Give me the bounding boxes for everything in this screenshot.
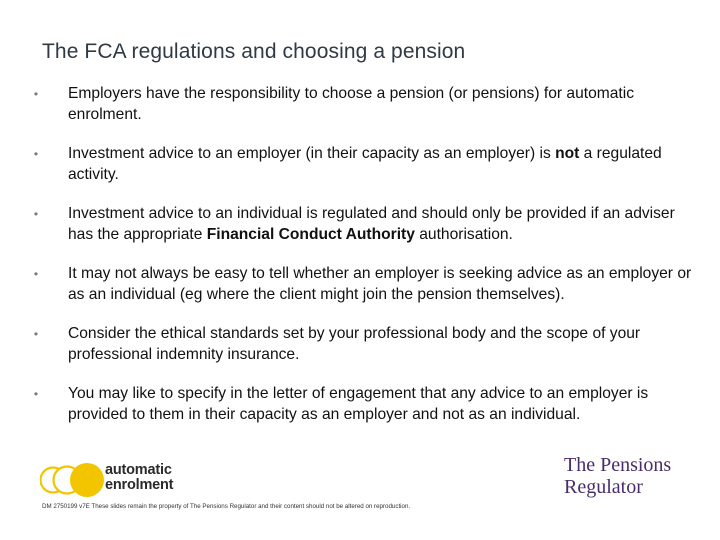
wordmark-line: enrolment <box>105 477 174 493</box>
bullet-text: It may not always be easy to tell whether an employer is seeking advice as an employer or as an individual (eg where the client might join the pension themselves). <box>68 265 692 303</box>
bullet-item <box>30 384 695 425</box>
bullet-text: authorisation. <box>414 225 513 243</box>
bullet-list <box>30 84 695 444</box>
bullet-text: Consider the ethical standards set by your professional body and the scope of your professional indemnity insurance. <box>68 325 641 363</box>
bullet-text: Investment advice to an individual is regulated and should only be provided if an adviser has the appropriate <box>68 205 675 243</box>
pensions-regulator-logo <box>564 454 704 498</box>
logo-line: The Pensions <box>564 454 672 476</box>
slide-title: The FCA regulations and choosing a pension <box>42 40 466 63</box>
bullet-text: Investment advice to an employer (in their capacity as an employer) is <box>68 145 556 162</box>
wordmark-line: automatic <box>105 462 172 478</box>
footer-disclaimer: DM 2750199 v7E These slides remain the property of The Pensions Regulator and their content should not be altered on reproduction. <box>42 503 411 510</box>
automatic-enrolment-wordmark <box>105 463 205 493</box>
bullet-item <box>30 84 695 125</box>
bullet-item <box>30 144 695 185</box>
logo-line: Regulator <box>564 476 643 498</box>
bullet-dot-icon: • <box>33 327 39 341</box>
bullet-dot-icon: • <box>33 207 39 221</box>
bullet-item <box>30 204 695 245</box>
bullet-dot-icon: • <box>33 87 39 101</box>
bullet-bold-text: Financial Conduct Authority <box>206 225 415 243</box>
bullet-text: a regulated activity. <box>68 145 662 183</box>
automatic-enrolment-logo <box>40 462 200 498</box>
bullet-item <box>30 264 695 305</box>
bullet-dot-icon: • <box>33 147 39 161</box>
bullet-item <box>30 324 695 365</box>
bullet-text: You may like to specify in the letter of engagement that any advice to an employer is provided to them in their capacity as an employer and not as an individual. <box>68 385 649 423</box>
bullet-bold-text: not <box>555 145 580 162</box>
bullet-dot-icon: • <box>33 387 39 401</box>
overlapping-circles-icon <box>40 462 106 498</box>
bullet-text: Employers have the responsibility to choose a pension (or pensions) for automatic enrolment. <box>68 85 635 123</box>
bullet-dot-icon: • <box>33 267 39 281</box>
